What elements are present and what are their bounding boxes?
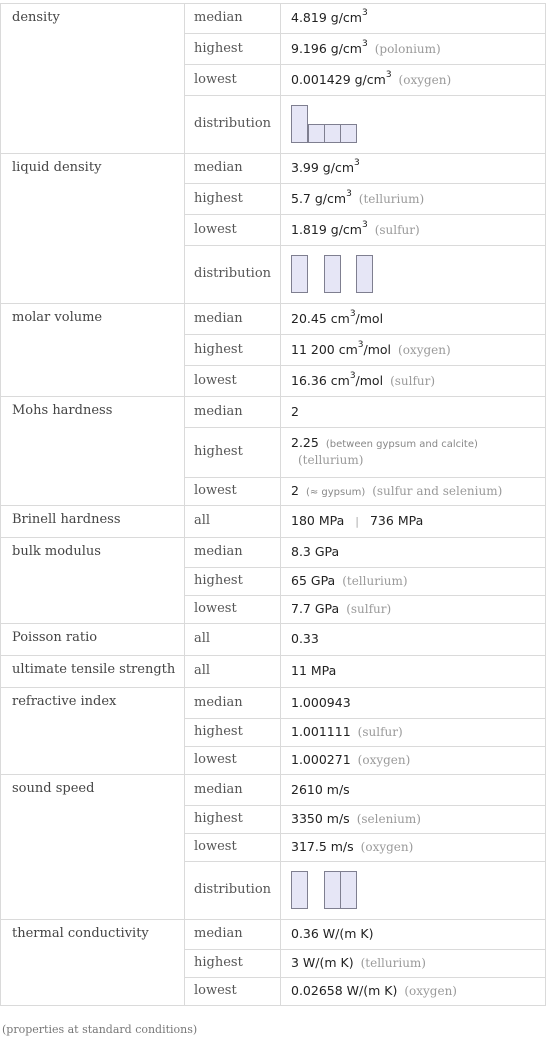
unit-suffix: /mol	[355, 311, 384, 326]
column-divider	[280, 537, 281, 624]
stat-label: median	[194, 695, 243, 710]
unit-exponent: 3	[349, 308, 356, 319]
value-text: 0.02658 W/(m K)	[291, 983, 398, 998]
value-cell	[291, 544, 339, 560]
column-divider	[280, 303, 281, 397]
source-element-note: (sulfur)	[374, 223, 420, 237]
value-cell	[291, 339, 451, 358]
row-divider	[184, 567, 545, 568]
row-divider	[0, 303, 546, 304]
column-divider	[280, 655, 281, 688]
source-element-note: (sulfur)	[390, 374, 436, 388]
value-cell	[291, 573, 408, 589]
column-divider	[280, 505, 281, 538]
value-text: 16.36 cm	[291, 373, 350, 388]
row-divider	[0, 3, 545, 4]
property-name: bulk modulus	[12, 544, 101, 559]
stat-label: lowest	[194, 601, 237, 616]
unit-exponent: 3	[361, 38, 368, 49]
column-divider	[0, 687, 1, 775]
value-text: 1.819 g/cm	[291, 222, 362, 237]
row-divider	[184, 861, 545, 862]
value-cell	[291, 601, 391, 617]
value-cell	[291, 695, 351, 711]
source-element-note: (tellurium)	[360, 956, 426, 970]
value-text: 3 W/(m K)	[291, 955, 354, 970]
value-text: 1.000271	[291, 752, 351, 767]
value-cell	[291, 38, 441, 57]
histogram-bar	[291, 871, 308, 909]
value-cell	[291, 663, 336, 679]
row-divider	[184, 805, 545, 806]
value-text: 317.5 m/s	[291, 839, 354, 854]
value-text: 3350 m/s	[291, 811, 350, 826]
column-divider	[184, 537, 185, 624]
column-divider	[0, 505, 1, 538]
row-divider	[0, 655, 546, 656]
source-element-note: (oxygen)	[360, 840, 414, 854]
value-text: 180 MPa	[291, 513, 345, 528]
column-divider	[0, 655, 1, 688]
source-element-note: (oxygen)	[398, 73, 452, 87]
histogram-bar	[356, 255, 373, 293]
value-text: 65 GPa	[291, 573, 336, 588]
column-divider	[0, 303, 1, 397]
row-divider	[184, 33, 545, 34]
property-name: Mohs hardness	[12, 403, 113, 418]
stat-label: lowest	[194, 839, 237, 854]
footnote: (properties at standard conditions)	[2, 1023, 198, 1036]
stat-label: lowest	[194, 72, 237, 87]
column-divider	[184, 505, 185, 538]
row-divider	[184, 334, 545, 335]
unit-exponent: 3	[354, 157, 360, 168]
value-cell	[291, 752, 410, 768]
row-divider	[184, 365, 545, 366]
value-text: 7.7 GPa	[291, 601, 340, 616]
column-divider	[184, 396, 185, 506]
source-element-note: (tellurium)	[358, 192, 425, 206]
stat-label: highest	[194, 955, 243, 970]
column-divider	[184, 655, 185, 688]
stat-label: highest	[194, 191, 243, 206]
value-cell	[291, 219, 420, 238]
histogram-bar	[291, 255, 308, 293]
value-cell	[291, 926, 373, 942]
row-divider	[0, 537, 546, 538]
value-cell	[291, 955, 426, 971]
value-cell	[291, 983, 457, 999]
row-divider	[184, 477, 545, 478]
value-text: 20.45 cm	[291, 311, 350, 326]
stat-label: highest	[194, 444, 243, 459]
value-text: 3.99 g/cm	[291, 160, 355, 175]
value-cell	[291, 7, 368, 26]
property-name: molar volume	[12, 310, 103, 325]
unit-exponent: 3	[349, 370, 356, 381]
row-divider	[0, 774, 546, 775]
row-divider	[0, 153, 546, 154]
histogram-bar	[340, 871, 357, 909]
source-element-note: (sulfur)	[346, 602, 392, 616]
value-text: 1.000943	[291, 695, 351, 710]
unit-exponent: 3	[385, 69, 392, 80]
stat-label: median	[194, 926, 243, 941]
column-divider	[184, 303, 185, 397]
column-divider	[280, 774, 281, 920]
property-name: liquid density	[12, 160, 102, 175]
stat-label: distribution	[194, 266, 272, 281]
value-cell	[291, 513, 423, 530]
stat-label: lowest	[194, 483, 237, 498]
stat-label: all	[194, 513, 211, 528]
value-text: 2610 m/s	[291, 782, 350, 797]
stat-label: median	[194, 782, 243, 797]
stat-label: distribution	[194, 116, 272, 131]
value-cell	[291, 308, 384, 327]
stat-label: median	[194, 160, 243, 175]
row-divider	[0, 1005, 546, 1006]
value-text: 8.3 GPa	[291, 544, 340, 559]
value-text-2: 736 MPa	[369, 513, 424, 528]
property-name: Brinell hardness	[12, 512, 121, 527]
row-divider	[0, 687, 546, 688]
value-text: 11 MPa	[291, 663, 337, 678]
property-name: density	[12, 10, 60, 25]
column-divider	[280, 153, 281, 304]
value-text: 2.25	[291, 435, 319, 450]
value-text: 9.196 g/cm	[291, 41, 362, 56]
column-divider	[0, 153, 1, 304]
column-divider	[184, 774, 185, 920]
stat-label: highest	[194, 724, 243, 739]
value-text: 1.001111	[291, 724, 351, 739]
value-cell	[291, 839, 413, 855]
row-divider	[184, 183, 545, 184]
value-text: 11 200 cm	[291, 342, 358, 357]
source-element-note: (tellurium)	[298, 453, 364, 467]
column-divider	[0, 3, 1, 154]
stat-label: lowest	[194, 373, 237, 388]
value-cell	[291, 631, 319, 647]
value-text: 4.819 g/cm	[291, 10, 362, 25]
stat-label: median	[194, 10, 243, 25]
row-divider	[184, 746, 545, 747]
property-name: Poisson ratio	[12, 630, 98, 645]
property-name: sound speed	[12, 781, 95, 796]
property-name: refractive index	[12, 694, 117, 709]
property-name: thermal conductivity	[12, 926, 149, 941]
value-cell	[291, 483, 502, 501]
stat-label: highest	[194, 41, 243, 56]
source-element-note: (oxygen)	[404, 984, 457, 998]
row-divider	[184, 64, 545, 65]
value-separator: |	[355, 515, 359, 528]
unit-exponent: 3	[357, 339, 364, 350]
column-divider	[280, 623, 281, 656]
column-divider	[0, 537, 1, 624]
column-divider	[0, 623, 1, 656]
unit-exponent: 3	[346, 188, 352, 199]
histogram-bar	[324, 255, 341, 293]
value-cell	[291, 69, 452, 88]
histogram-bar	[324, 871, 341, 909]
row-divider	[184, 95, 545, 96]
row-divider	[184, 718, 545, 719]
column-divider	[184, 623, 185, 656]
distribution-histogram	[291, 871, 359, 909]
unit-suffix: /mol	[355, 373, 384, 388]
column-divider	[280, 919, 281, 1006]
histogram-bar	[308, 124, 325, 143]
column-divider	[184, 153, 185, 304]
stat-label: highest	[194, 573, 243, 588]
value-text: 0.001429 g/cm	[291, 72, 386, 87]
unit-exponent: 3	[361, 7, 368, 18]
column-divider	[0, 396, 1, 506]
source-element-note: (sulfur)	[357, 725, 403, 739]
row-divider	[184, 214, 545, 215]
stat-label: median	[194, 311, 243, 326]
stat-label: lowest	[194, 222, 237, 237]
value-text: 0.33	[291, 631, 319, 646]
row-divider	[184, 427, 545, 428]
row-divider	[0, 505, 546, 506]
column-divider	[280, 3, 281, 154]
stat-label: distribution	[194, 882, 272, 897]
stat-label: all	[194, 631, 211, 646]
stat-label: lowest	[194, 752, 237, 767]
value-text: 2	[291, 404, 299, 419]
source-element-note: (tellurium)	[342, 574, 408, 588]
column-divider	[0, 774, 1, 920]
distribution-histogram	[291, 105, 359, 143]
column-divider	[280, 396, 281, 506]
unit-exponent: 3	[361, 219, 368, 230]
property-name: ultimate tensile strength	[12, 662, 176, 677]
value-cell	[291, 157, 360, 176]
source-element-note: (oxygen)	[398, 343, 451, 357]
column-divider	[184, 919, 185, 1006]
source-element-note: (polonium)	[374, 42, 441, 56]
value-cell	[291, 811, 421, 827]
stat-label: all	[194, 663, 211, 678]
row-divider	[184, 595, 545, 596]
row-divider	[0, 396, 546, 397]
row-divider	[184, 949, 545, 950]
row-divider	[184, 245, 545, 246]
value-text: 2	[291, 483, 299, 498]
stat-label: median	[194, 404, 243, 419]
histogram-bar	[291, 105, 308, 143]
row-divider	[0, 919, 546, 920]
row-divider	[184, 833, 545, 834]
value-cell	[291, 724, 403, 740]
stat-label: highest	[194, 342, 243, 357]
source-element-note: (sulfur and selenium)	[372, 484, 503, 498]
qualifier-note: (≈ gypsum)	[305, 487, 366, 498]
column-divider	[280, 687, 281, 775]
histogram-bar	[324, 124, 341, 143]
source-element-note: (selenium)	[356, 812, 421, 826]
distribution-histogram	[291, 255, 376, 293]
row-divider	[0, 623, 546, 624]
value-text: 5.7 g/cm	[291, 191, 347, 206]
value-cell	[291, 404, 299, 420]
value-cell	[291, 782, 350, 798]
value-cell	[291, 435, 478, 453]
histogram-bar	[340, 124, 357, 143]
row-divider	[184, 977, 545, 978]
stat-label: highest	[194, 811, 243, 826]
column-divider	[0, 919, 1, 1006]
column-divider	[184, 3, 185, 154]
value-cell	[291, 370, 436, 389]
qualifier-note: (between gypsum and calcite)	[325, 439, 478, 450]
stat-label: median	[194, 544, 243, 559]
value-cell	[291, 188, 425, 207]
value-text: 0.36 W/(m K)	[291, 926, 374, 941]
unit-suffix: /mol	[363, 342, 392, 357]
source-element-note: (oxygen)	[357, 753, 411, 767]
column-divider	[184, 687, 185, 775]
stat-label: lowest	[194, 983, 237, 998]
